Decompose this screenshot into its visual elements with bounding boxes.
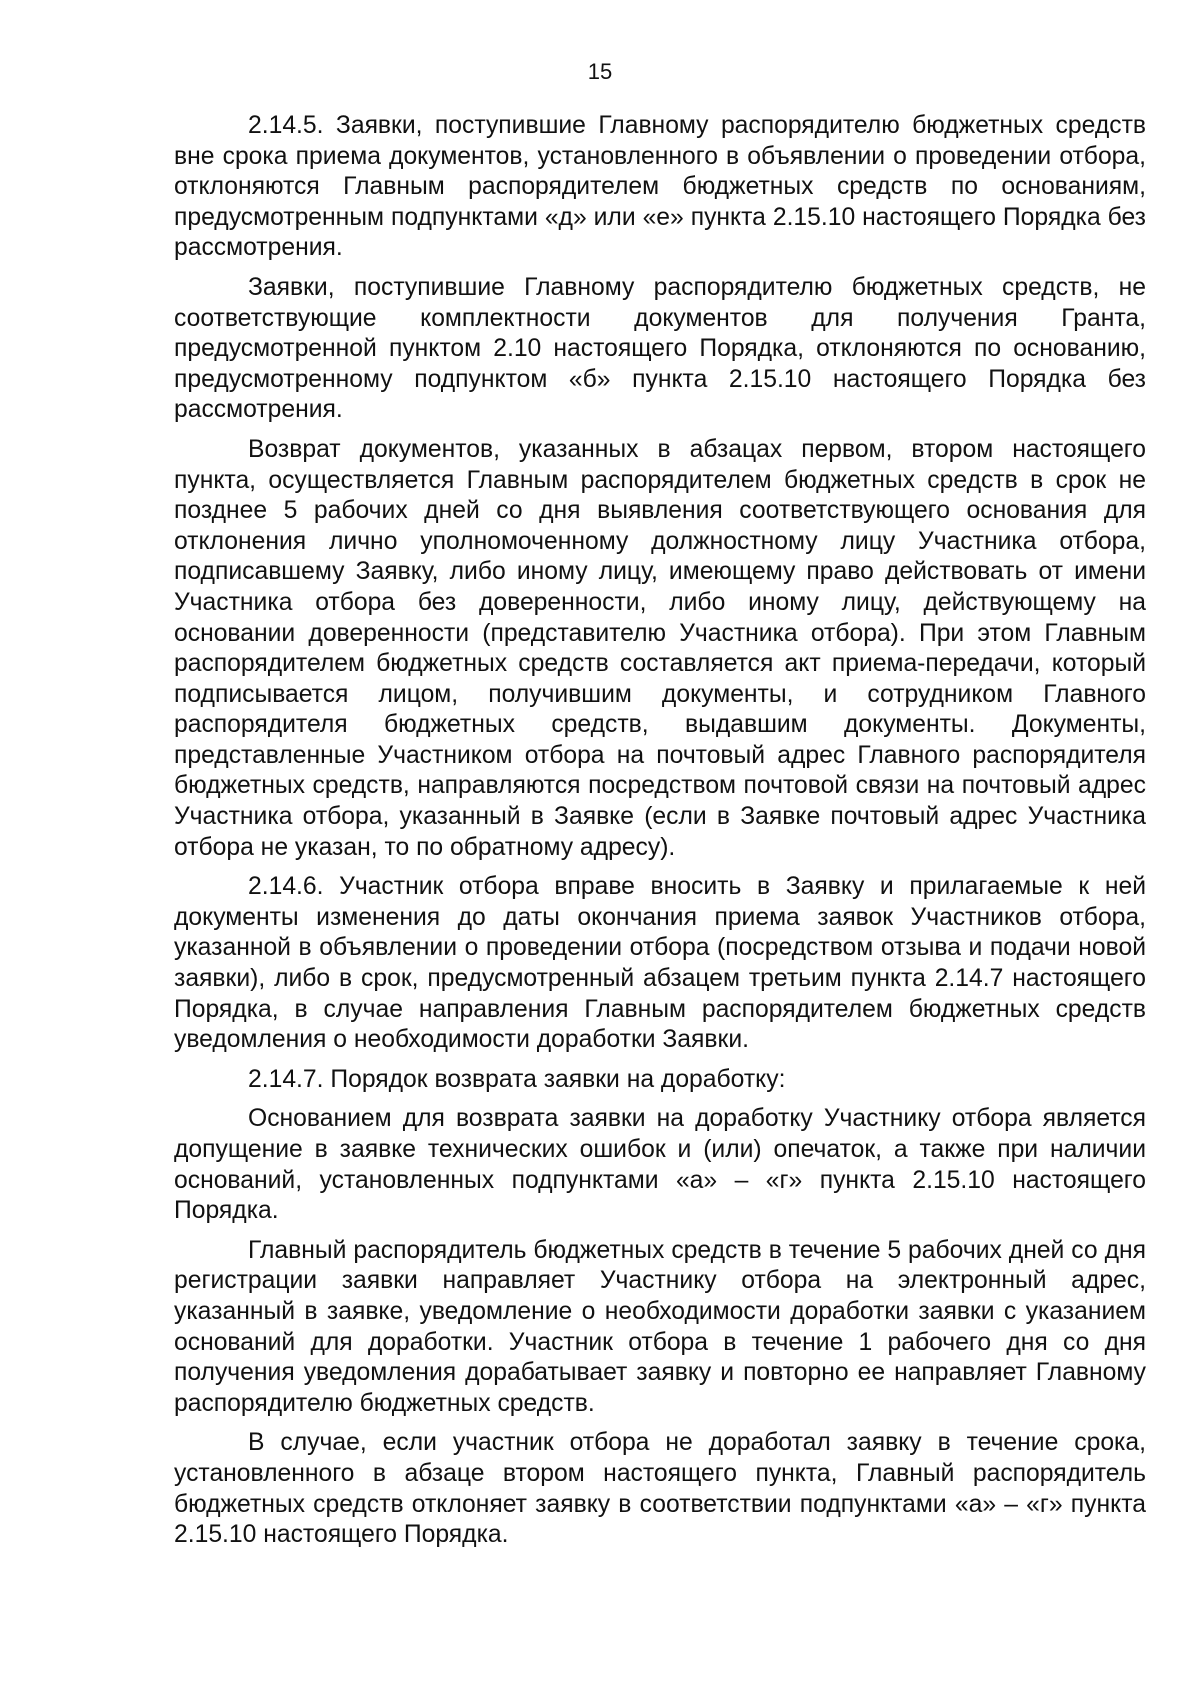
paragraph-document-return: Возврат документов, указанных в абзацах первом, втором настоящего пункта, осуществляется Главным распорядителем бюджетных средств в срок не позднее 5 рабочих дней со дня выявления соответствующего основания для отклонения лично уполномоченному должностному лицу Участника отбора, подписавшему Заявку, либо иному лицу, имеющему право действовать от имени Участника отбора без доверенности, либо иному лицу, действующему на основании доверенности (представителю Участника отбора). При этом Главным распорядителем бюджетных средств составляется акт приема-передачи, который подписывается лицом, получившим документы, и сотрудником Главного распорядителя бюджетных средств, выдавшим документы. Документы, представленные Участником отбора на почтовый адрес Главного распорядителя бюджетных средств, направляются посредством почтовой связи на почтовый адрес Участника отбора, указанный в Заявке (если в Заявке почтовый адрес Участника отбора не указан, то по обратному адресу). (174, 435, 1146, 861)
page-number: 15 (587, 59, 613, 84)
paragraph-2-14-6: 2.14.6. Участник отбора вправе вносить в Заявку и прилагаемые к ней документы изменения до даты окончания приема заявок Участников отбора, указанной в объявлении о проведении отбора (посредством отзыва и подачи новой заявки), либо в срок, предусмотренный абзацем третьим пункта 2.14.7 настоящего Порядка, в случае направления Главным распорядителем бюджетных средств уведомления о необходимости доработки Заявки. (174, 873, 1146, 1054)
paragraph-2-14-5: 2.14.5. Заявки, поступившие Главному распорядителю бюджетных средств вне срока приема документов, установленного в объявлении о проведении отбора, отклоняются Главным распорядителем бюджетных средств по основаниям, предусмотренным подпунктами «д» или «е» пункта 2.15.10 настоящего Порядка без рассмотрения. (174, 112, 1146, 262)
paragraph-return-grounds: Основанием для возврата заявки на доработку Участнику отбора является допущение в заявке технических ошибок и (или) опечаток, а также при наличии оснований, установленных подпунктами «а» – «г» пункта 2.15.10 настоящего Порядка. (174, 1105, 1146, 1225)
paragraph-2-14-7-heading: 2.14.7. Порядок возврата заявки на доработку: (248, 1065, 786, 1093)
paragraph-revision-notice: Главный распорядитель бюджетных средств в течение 5 рабочих дней со дня регистрации заявки направляет Участнику отбора на электронный адрес, указанный в заявке, уведомление о необходимости доработки заявки с указанием оснований для доработки. Участник отбора в течение 1 рабочего дня со дня получения уведомления дорабатывает заявку и повторно ее направляет Главному распорядителю бюджетных средств. (174, 1236, 1146, 1417)
paragraph-incomplete-documents: Заявки, поступившие Главному распорядителю бюджетных средств, не соответствующие комплектности документов для получения Гранта, предусмотренной пунктом 2.10 настоящего Порядка, отклоняются по основанию, предусмотренному подпунктом «б» пункта 2.15.10 настоящего Порядка без рассмотрения. (174, 273, 1146, 424)
document-body (174, 111, 1146, 1560)
paragraph-rejection-after-revision: В случае, если участник отбора не доработал заявку в течение срока, установленного в абзаце втором настоящего пункта, Главный распорядитель бюджетных средств отклоняет заявку в соответствии подпунктами «а» – «г» пункта 2.15.10 настоящего Порядка. (174, 1429, 1146, 1549)
